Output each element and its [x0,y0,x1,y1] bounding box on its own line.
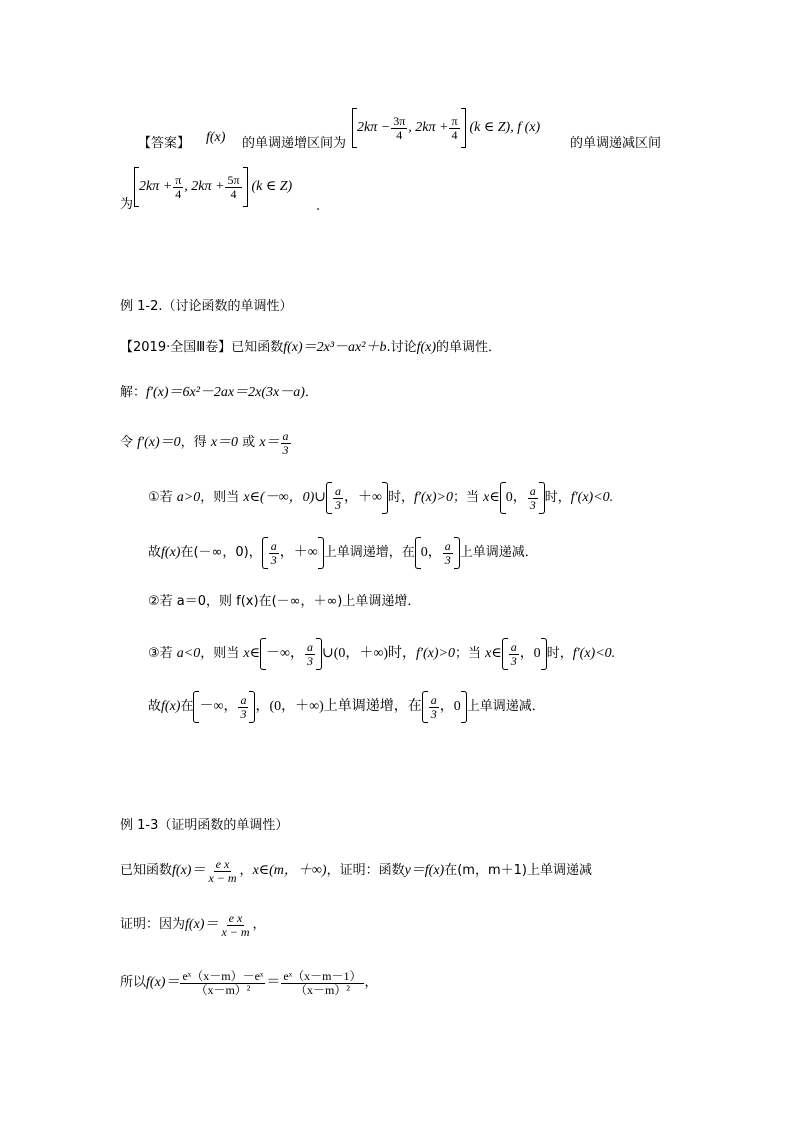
inc-tail: (k ∈ Z), f (x) [469,120,541,135]
frac-den: 3 [306,653,313,668]
conc1-text-c: 上单调递增，在 [323,545,415,560]
case3-ninf: －∞， [265,646,304,661]
set-x0: x＝0 [210,435,239,450]
so-fx: f(x)＝ [146,975,180,990]
ex12-case3 [148,636,615,672]
frac-num: eˣ（x－m）－eˣ [182,968,264,983]
inc-frac-2 [449,115,459,142]
so-frac-2 [281,970,363,997]
frac-num: a [282,428,289,443]
dec-term-b: , 2kπ + [184,179,225,194]
frac-den: 3 [282,442,289,457]
given-text-a: 已知函数 [120,863,173,878]
case1-text-a: ①若 [148,490,173,505]
given-text-b: ， [239,863,253,878]
conc1-zero: 0， [420,545,442,560]
proof-end: ， [252,917,266,932]
dec-frac-1 [173,174,183,201]
left-paren [262,537,268,569]
frac-num: 5π [227,172,240,187]
frac-den: 4 [175,186,182,201]
frac-num: π [451,113,458,128]
conc3-ninf: －∞， [199,699,238,714]
frac-den: 4 [396,127,403,142]
proof-fx: f(x)＝ [185,917,219,932]
proof-text-a: 证明：因为 [120,917,186,932]
left-paren [502,638,508,670]
ex12-title: 例 1-2.（讨论函数的单调性） [120,299,293,314]
ex12-solution [120,385,318,401]
set-xa: x＝ [259,435,280,450]
a-over-3 [443,540,453,567]
ex13-given [120,853,592,889]
a-over-3 [238,694,248,721]
problem-source: 【2019·全国Ⅲ卷】 [120,340,232,355]
conc3-zero: ，0 [439,699,461,714]
frac-num: a [510,639,517,654]
case1-inf: ，＋∞ [344,490,383,505]
case3-text-e: 时， [546,646,573,661]
set-text-c: 或 [242,435,256,450]
frac-den: x − m [208,870,237,885]
right-bracket [461,108,466,148]
ex13-proof [120,907,266,943]
so-text-a: 所以 [120,975,147,990]
conc1-text-b: 在(－∞，0)， [180,545,262,560]
frac-num: a [444,538,451,553]
dec-frac-2 [225,174,241,201]
case1-neg: f′(x)<0. [570,490,614,505]
ex13-derivative [120,963,378,1003]
answer-inc-text: 的单调递增区间为 [242,136,347,151]
frac-num: eˣ（x－m－1） [283,968,362,983]
ex12-case1 [148,480,613,516]
a-over-3 [528,485,538,512]
case3-x2: x∈ [485,646,502,661]
left-paren [422,691,428,723]
answer-inc-interval [352,106,540,150]
case3-neg: f′(x)<0. [572,646,616,661]
so-frac-1 [180,970,265,997]
case3-text-b: ，则当 [200,646,240,661]
answer-dec-text: 的单调递减区间 [570,136,662,151]
problem-expr: f(x)＝2x³－ax²＋b [283,340,387,355]
set-text-b: ，得 [180,435,207,450]
case3-x: x∈ [243,646,260,661]
a-over-3 [269,540,279,567]
given-frac [206,858,238,885]
problem-text-b: .讨论 [386,340,417,355]
frac-num: a [335,483,342,498]
set-expr: f′(x)＝0 [137,435,181,450]
frac-den: （x－m）² [294,982,350,997]
given-fx: f(x)＝ [172,863,206,878]
inc-term-b: , 2kπ + [408,120,449,135]
case1-text-d: ；当 [452,490,479,505]
solution-expr: f′(x)＝6x²－2ax＝2x(3x－a) [146,385,305,400]
ex12-set-derivative [120,425,292,461]
case3-cond: a<0 [176,646,201,661]
given-text-c: ，证明：函数 [326,863,405,878]
ex12-case2: ②若 a＝0，则 f(x)在(－∞，＋∞)上单调递增． [148,594,421,609]
frac-den: 3 [510,653,517,668]
dec-term-a: 2kπ + [139,179,173,194]
left-paren [326,482,332,514]
a-over-3 [333,485,343,512]
case3-text-a: ③若 [148,646,173,661]
so-eq: ＝ [266,975,281,990]
frac-num: π [175,172,182,187]
set-text-a: 令 [120,435,134,450]
frac-num: e x [215,856,230,871]
case1-x: x∈(－∞，0)∪ [243,490,327,505]
case3-zero: ，0 [519,646,541,661]
conc3-text-a: 故 [148,699,162,714]
frac-den: 3 [240,706,247,721]
solution-label: 解： [120,385,147,400]
case3-text-d: ；当 [454,646,481,661]
a-over-3 [509,641,519,668]
inc-term-a: 2kπ − [357,120,391,135]
problem-fx: f(x) [416,340,437,355]
answer-label: 【答案】 [138,136,191,151]
dec-tail: (k ∈ Z) [251,179,293,194]
frac-num: 3π [393,113,406,128]
given-y: y＝f(x) [404,863,445,878]
a-over-3 [281,430,291,457]
answer-dec-interval [134,165,292,209]
ex12-conclusion-1 [148,535,538,571]
frac-den: 3 [335,497,342,512]
case3-pos: f′(x)>0 [416,646,455,661]
conc3-text-c: ，(0，＋∞)上单调递增，在 [255,699,422,714]
conc1-inf: ，＋∞ [279,545,318,560]
frac-num: a [270,538,277,553]
conc3-fx: f(x) [161,699,181,714]
ex12-problem [120,340,501,356]
a-over-3 [305,641,315,668]
conc1-fx: f(x) [161,545,181,560]
given-domain: x∈(m，＋∞) [252,863,327,878]
frac-den: 3 [270,552,277,567]
frac-den: 3 [430,706,437,721]
ex13-title: 例 1-3（证明函数的单调性） [120,818,289,833]
inc-frac-1 [391,115,407,142]
ex12-conclusion-3 [148,689,545,725]
frac-den: 3 [444,552,451,567]
frac-num: e x [228,910,243,925]
frac-num: a [240,692,247,707]
frac-den: 3 [529,497,536,512]
frac-den: 4 [230,186,237,201]
frac-num: a [430,692,437,707]
conc1-text-a: 故 [148,545,162,560]
answer-dec-prefix: 为 [120,197,134,212]
problem-text-a: 已知函数 [231,340,284,355]
case1-text-c: 时， [388,490,415,505]
solution-end: ． [304,385,318,400]
so-end: ， [364,975,378,990]
given-text-d: 在(m，m＋1)上单调递减 [444,863,592,878]
a-over-3 [429,694,439,721]
frac-num: a [529,483,536,498]
frac-den: 4 [451,127,458,142]
case1-text-e: 时， [544,490,571,505]
conc1-text-d: 上单调递减． [459,545,538,560]
frac-den: （x－m）² [195,982,251,997]
proof-frac [219,912,251,939]
answer-fx: f(x) [206,130,226,145]
case1-cond: a>0 [176,490,201,505]
frac-den: x − m [221,924,250,939]
conc3-text-d: 上单调递减． [466,699,545,714]
right-bracket [243,167,248,207]
conc3-text-b: 在 [180,699,194,714]
case1-x2: x∈ [483,490,500,505]
frac-num: a [306,639,313,654]
case1-pos: f′(x)>0 [414,490,453,505]
stray-dot [317,208,319,210]
case1-text-b: ，则当 [200,490,240,505]
problem-text-c: 的单调性． [436,340,502,355]
case1-zero: 0， [505,490,527,505]
case3-text-c: ∪(0，＋∞)时， [321,646,417,661]
